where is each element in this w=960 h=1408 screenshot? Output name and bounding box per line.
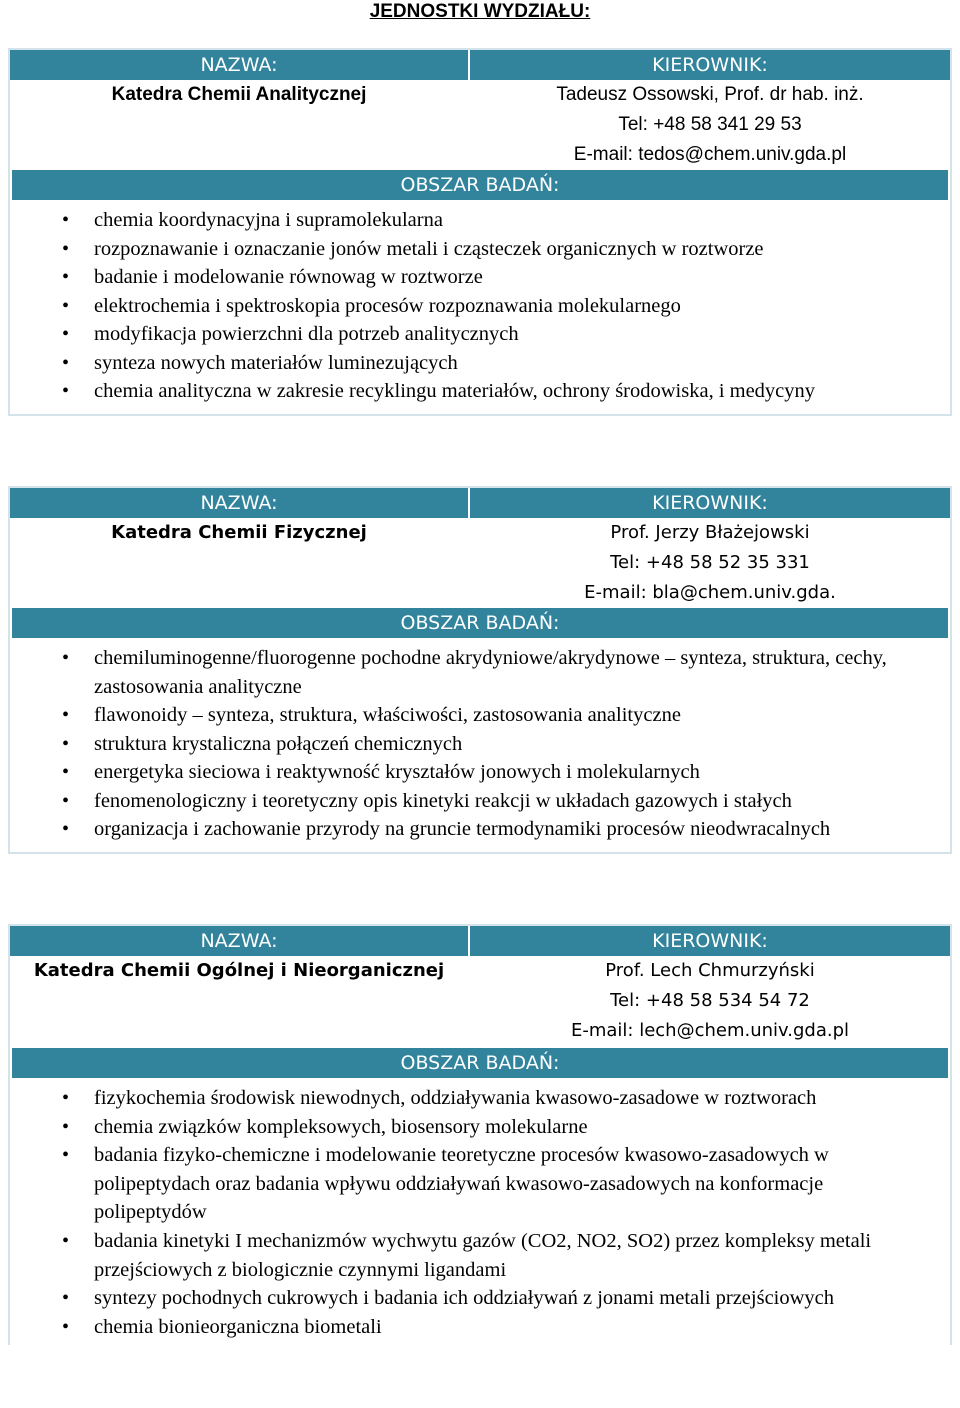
- list-item: • synteza nowych materiałów luminezujących: [10, 349, 950, 378]
- table-header-row: [10, 926, 950, 956]
- table-header-row: [10, 50, 950, 80]
- name-header: NAZWA:: [10, 50, 468, 80]
- name-header: NAZWA:: [10, 926, 468, 956]
- list-item: • badanie i modelowanie równowag w roztworze: [10, 263, 950, 292]
- table-header-row: [10, 488, 950, 518]
- research-area-list: [10, 200, 950, 414]
- head-email: E-mail: bla@chem.univ.gda.: [584, 582, 836, 603]
- head-header: KIEROWNIK:: [470, 926, 950, 956]
- list-item: • fizykochemia środowisk niewodnych, oddziaływania kwasowo-zasadowe w roztworach: [10, 1084, 950, 1113]
- list-item: • badania fizyko-chemiczne i modelowanie teoretyczne procesów kwasowo-zasadowych w polipeptydach oraz badania wpływu oddziaływań kwasowo-zasadowych na konformacje polipeptydów: [10, 1141, 950, 1227]
- list-item: • modyfikacja powierzchni dla potrzeb analitycznych: [10, 320, 950, 349]
- list-item: • organizacja i zachowanie przyrody na gruncie termodynamiki procesów nieodwracalnych: [10, 815, 950, 844]
- list-item: • chemiluminogenne/fluorogenne pochodne akrydyniowe/akrydynowe – synteza, struktura, cechy, zastosowania analityczne: [10, 644, 950, 701]
- head-phone: Tel: +48 58 534 54 72: [610, 990, 810, 1011]
- research-area-list: [10, 638, 950, 852]
- unit-info-row: [10, 518, 950, 608]
- page-title: JEDNOSTKI WYDZIAŁU:: [369, 1, 591, 22]
- name-header: NAZWA:: [10, 488, 468, 518]
- head-contact: [470, 80, 950, 170]
- research-area-header: OBSZAR BADAŃ:: [12, 1048, 948, 1078]
- list-item: • rozpoznawanie i oznaczanie jonów metali i cząsteczek organicznych w roztworze: [10, 235, 950, 264]
- list-item: • energetyka sieciowa i reaktywność kryształów jonowych i molekularnych: [10, 758, 950, 787]
- head-phone: Tel: +48 58 341 29 53: [618, 114, 802, 135]
- head-name: Prof. Lech Chmurzyński: [605, 960, 815, 981]
- head-contact: [470, 956, 950, 1046]
- head-phone: Tel: +48 58 52 35 331: [610, 552, 810, 573]
- head-name: Prof. Jerzy Błażejowski: [610, 522, 810, 543]
- list-item: • struktura krystaliczna połączeń chemicznych: [10, 730, 950, 759]
- unit-table-physical: [8, 486, 952, 854]
- research-area-header: OBSZAR BADAŃ:: [12, 608, 948, 638]
- head-header: KIEROWNIK:: [470, 488, 950, 518]
- unit-info-row: [10, 956, 950, 1048]
- head-header: KIEROWNIK:: [470, 50, 950, 80]
- unit-name: Katedra Chemii Analitycznej: [111, 84, 367, 105]
- list-item: • chemia bionieorganiczna biometali: [10, 1313, 950, 1342]
- unit-table-general-inorganic: [8, 924, 952, 1345]
- head-name: Tadeusz Ossowski, Prof. dr hab. inż.: [556, 84, 864, 105]
- list-item: • chemia koordynacyjna i supramolekularna: [10, 206, 950, 235]
- unit-name: Katedra Chemii Ogólnej i Nieorganicznej: [33, 960, 445, 981]
- unit-info-row: [10, 80, 950, 170]
- head-contact: [470, 518, 950, 608]
- list-item: • elektrochemia i spektroskopia procesów rozpoznawania molekularnego: [10, 292, 950, 321]
- list-item: • badania kinetyki I mechanizmów wychwytu gazów (CO2, NO2, SO2) przez kompleksy metali przejściowych z biologicznie czynnymi ligandami: [10, 1227, 950, 1284]
- list-item: • fenomenologiczny i teoretyczny opis kinetyki reakcji w układach gazowych i stałych: [10, 787, 950, 816]
- list-item: • flawonoidy – synteza, struktura, właściwości, zastosowania analityczne: [10, 701, 950, 730]
- unit-name: Katedra Chemii Fizycznej: [111, 522, 367, 543]
- list-item: • syntezy pochodnych cukrowych i badania ich oddziaływań z jonami metali przejściowych: [10, 1284, 950, 1313]
- research-area-list: [10, 1078, 950, 1345]
- head-email: E-mail: tedos@chem.univ.gda.pl: [573, 144, 847, 165]
- list-item: • chemia analityczna w zakresie recyklingu materiałów, ochrony środowiska, i medycyny: [10, 377, 950, 406]
- list-item: • chemia związków kompleksowych, biosensory molekularne: [10, 1113, 950, 1142]
- research-area-header: OBSZAR BADAŃ:: [12, 170, 948, 200]
- head-email: E-mail: lech@chem.univ.gda.pl: [570, 1020, 850, 1041]
- unit-table-analytical: [8, 48, 952, 416]
